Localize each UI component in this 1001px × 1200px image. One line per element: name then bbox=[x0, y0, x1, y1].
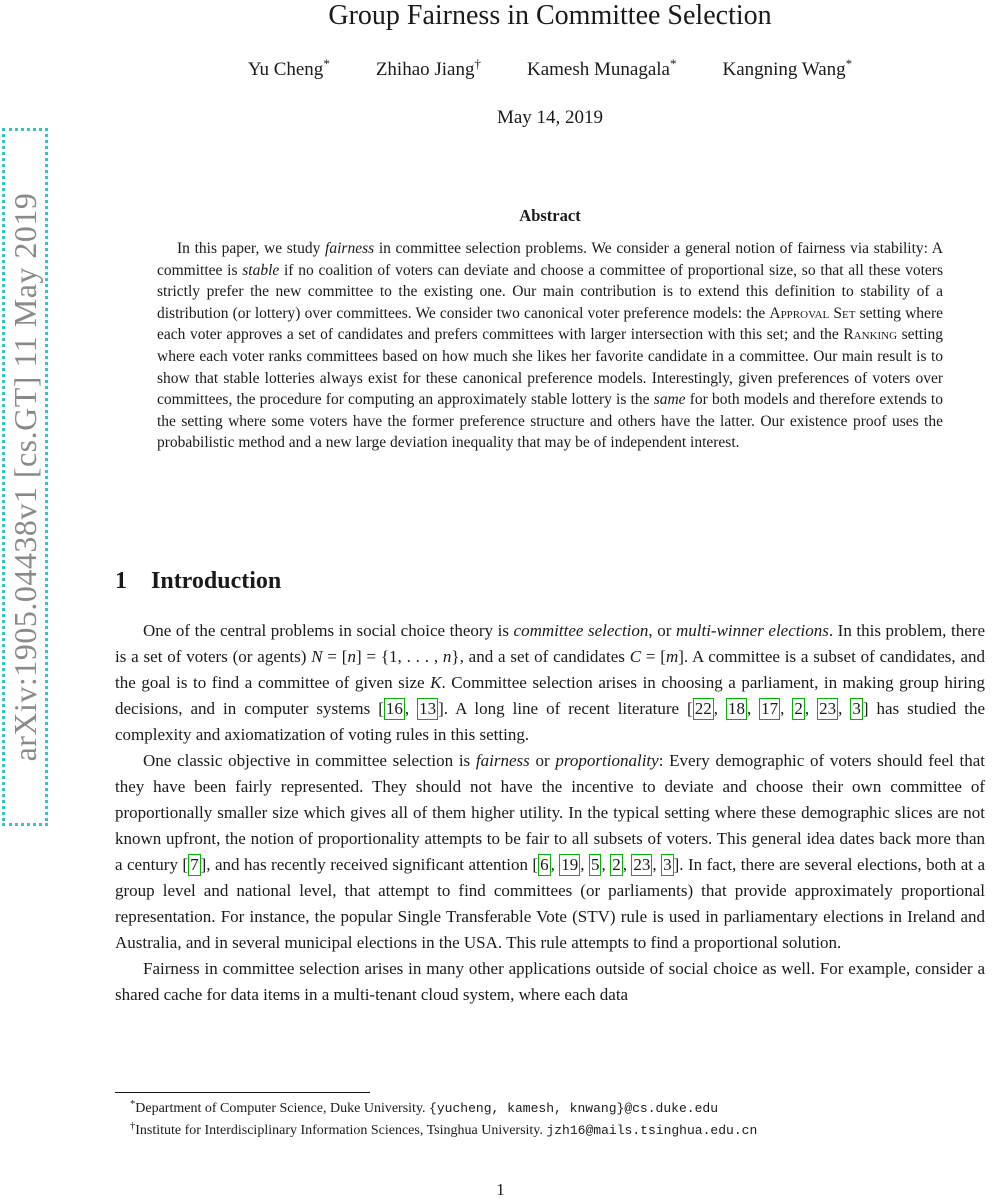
math-var: n bbox=[347, 647, 356, 666]
text-run: , bbox=[601, 855, 611, 874]
arxiv-stamp-link[interactable]: arXiv:1905.04438v1 [cs.GT] 11 May 2019 bbox=[2, 128, 48, 826]
citation-link[interactable]: 19 bbox=[561, 855, 579, 874]
text-run: = [ bbox=[641, 647, 666, 666]
text-run: : Every demographic of voters should feel that they have been fairly represented. They should not have the incentive to deviate and choose their own committee of proportionally smaller size which gives all of them higher utility. In the typical setting where these demographic slices are not known upfront, the notion of proportionality attempts to be fair to all subsets of voters. This general idea dates back more than a century [ bbox=[115, 751, 985, 874]
text-run: = [ bbox=[322, 647, 348, 666]
text-run: ] has studied the complexity and axiomatization of voting rules in this setting. bbox=[115, 699, 986, 744]
text-run: One of the central problems in social choice theory is bbox=[143, 621, 514, 640]
math-var: m bbox=[665, 647, 679, 666]
text-run: , bbox=[713, 699, 726, 718]
citation-link[interactable]: 23 bbox=[633, 855, 651, 874]
monospace-text: jzh16@mails.tsinghua.edu.cn bbox=[546, 1123, 758, 1138]
math-var: K bbox=[430, 673, 442, 692]
citation-link[interactable]: 23 bbox=[819, 699, 837, 718]
text-run: , bbox=[780, 699, 793, 718]
author-list bbox=[115, 56, 985, 81]
text-run: , bbox=[622, 855, 632, 874]
paragraph bbox=[115, 618, 985, 748]
footnote-rule bbox=[115, 1092, 370, 1093]
italic-text: multi-winner elections bbox=[675, 621, 829, 640]
author bbox=[375, 56, 481, 81]
author-affiliation-mark: † bbox=[474, 56, 481, 71]
author-affiliation-mark: * bbox=[323, 56, 330, 71]
citation-link[interactable]: 18 bbox=[727, 699, 745, 718]
smallcaps-text: Approval Set bbox=[769, 304, 856, 322]
text-run: , bbox=[580, 855, 589, 874]
author-affiliation-mark: * bbox=[845, 56, 853, 71]
citation-link[interactable]: 22 bbox=[694, 699, 712, 718]
footnote-mark: * bbox=[130, 1099, 136, 1111]
citation-link[interactable]: 13 bbox=[419, 699, 437, 718]
text-run: , bbox=[804, 699, 818, 718]
text-run: in committee selection problems. We consider a general notion of fairness via stability: A committee is bbox=[157, 240, 943, 279]
abstract-section bbox=[115, 206, 985, 454]
paragraph bbox=[115, 748, 985, 956]
smallcaps-text: Ranking bbox=[843, 326, 898, 344]
text-run: ], and has recently received significant attention [ bbox=[200, 855, 539, 874]
text-run: , bbox=[838, 699, 851, 718]
footnote-mark: † bbox=[130, 1121, 136, 1133]
citation-link[interactable]: 5 bbox=[590, 855, 600, 874]
text-run: ]. A committee is a subset of candidates, and the goal is to find a committee of given size bbox=[115, 647, 985, 692]
text-run: . Committee selection arises in choosing a parliament, in making group hiring decisions, and in computer systems [ bbox=[115, 673, 986, 718]
author bbox=[247, 56, 330, 81]
paper-title: Group Fairness in Committee Selection bbox=[328, 0, 772, 31]
text-run: In this paper, we study bbox=[177, 240, 326, 257]
italic-text: same bbox=[653, 391, 686, 409]
monospace-text: {yucheng, kamesh, knwang}@cs.duke.edu bbox=[429, 1101, 719, 1116]
section-heading bbox=[115, 568, 985, 595]
author-affiliation-mark: * bbox=[669, 56, 677, 71]
text-run: Department of Computer Science, Duke University. bbox=[135, 1101, 430, 1116]
text-run: , bbox=[404, 699, 418, 718]
text-run: , bbox=[746, 699, 760, 718]
introduction-body bbox=[115, 618, 985, 1008]
citation-link[interactable]: 3 bbox=[852, 699, 861, 718]
italic-text: fairness bbox=[475, 751, 530, 770]
citation-link[interactable]: 3 bbox=[663, 855, 672, 874]
calligraphic-var: C bbox=[629, 647, 642, 666]
title-block bbox=[115, 0, 985, 32]
text-run: setting where each voter ranks committees based on how much she likes her favorite candidate in a committee. Our main result is to show that stable lotteries always exist for these canonical preference models. Interestingly, given preferences of voters over committees, the procedure for computing an approximately stable lottery is the bbox=[157, 326, 943, 409]
citation-link[interactable]: 7 bbox=[190, 855, 199, 874]
footnote bbox=[115, 1099, 985, 1120]
italic-text: proportionality bbox=[555, 751, 659, 770]
text-run: , bbox=[550, 855, 560, 874]
paragraph bbox=[115, 956, 985, 1008]
abstract-text bbox=[157, 238, 943, 454]
text-run: or bbox=[529, 751, 556, 770]
citation-link[interactable]: 16 bbox=[385, 699, 403, 718]
citation-link[interactable]: 2 bbox=[794, 699, 803, 718]
abstract-heading: Abstract bbox=[519, 206, 581, 225]
section-title: Introduction bbox=[151, 568, 282, 594]
text-run: Institute for Interdisciplinary Information Sciences, Tsinghua University. bbox=[135, 1123, 547, 1138]
calligraphic-var: N bbox=[311, 647, 323, 666]
author-name: Zhihao Jiang bbox=[375, 59, 475, 80]
citation-link[interactable]: 2 bbox=[612, 855, 621, 874]
author-name: Kamesh Munagala bbox=[527, 59, 670, 80]
author-name: Yu Cheng bbox=[247, 59, 324, 80]
text-run: . In this problem, there is a set of voters (or agents) bbox=[115, 621, 985, 666]
text-run: Fairness in committee selection arises in many other applications outside of social choice as well. For example, consider a shared cache for data items in a multi-tenant cloud system, where each data bbox=[115, 959, 985, 1004]
text-run: setting where each voter approves a set of candidates and prefers committees with larger intersection with this set; and the bbox=[157, 304, 943, 344]
italic-text: fairness bbox=[325, 240, 375, 257]
citation-link[interactable]: 17 bbox=[761, 699, 779, 718]
page-number: 1 bbox=[496, 1180, 505, 1199]
footnotes bbox=[115, 1092, 985, 1143]
citation-link[interactable]: 6 bbox=[540, 855, 549, 874]
author bbox=[527, 56, 677, 81]
author bbox=[722, 56, 853, 81]
section-number: 1 bbox=[115, 568, 127, 594]
paper-date: May 14, 2019 bbox=[496, 107, 604, 128]
text-run: ]. In fact, there are several elections, both at a group level and national level, that attempt to find committees (or parliaments) that provide approximately proportional representation. For instance, the popular Single Transferable Vote (STV) rule is used in parliamentary elections in Ireland and Australia, and in several municipal elections in the USA. This rule attempts to find a proportional solution. bbox=[115, 855, 986, 952]
math-var: n bbox=[442, 647, 452, 666]
italic-text: committee selection bbox=[513, 621, 649, 640]
footnote bbox=[115, 1121, 985, 1142]
text-run: ]. A long line of recent literature [ bbox=[438, 699, 693, 718]
text-run: One classic objective in committee selection is bbox=[143, 751, 476, 770]
text-run: , or bbox=[648, 621, 676, 640]
text-run: for both models and therefore extends to the setting where some voters have the former preference structure and others have the latter. Our existence proof uses the probabilistic method and a new large deviation inequality that may be of independent interest. bbox=[157, 391, 943, 452]
text-run: if no coalition of voters can deviate and choose a committee of proportional size, so that all these voters strictly prefer the new committee to the existing one. Our main contribution is to extend this definition to stability of a distribution (or lottery) over committees. We consider two canonical voter preference models: the bbox=[157, 261, 943, 322]
italic-text: stable bbox=[242, 261, 280, 279]
text-run: , bbox=[652, 855, 662, 874]
text-run: }, and a set of candidates bbox=[451, 647, 630, 666]
author-name: Kangning Wang bbox=[722, 59, 846, 80]
text-run: ] = {1, . . . , bbox=[355, 647, 443, 666]
